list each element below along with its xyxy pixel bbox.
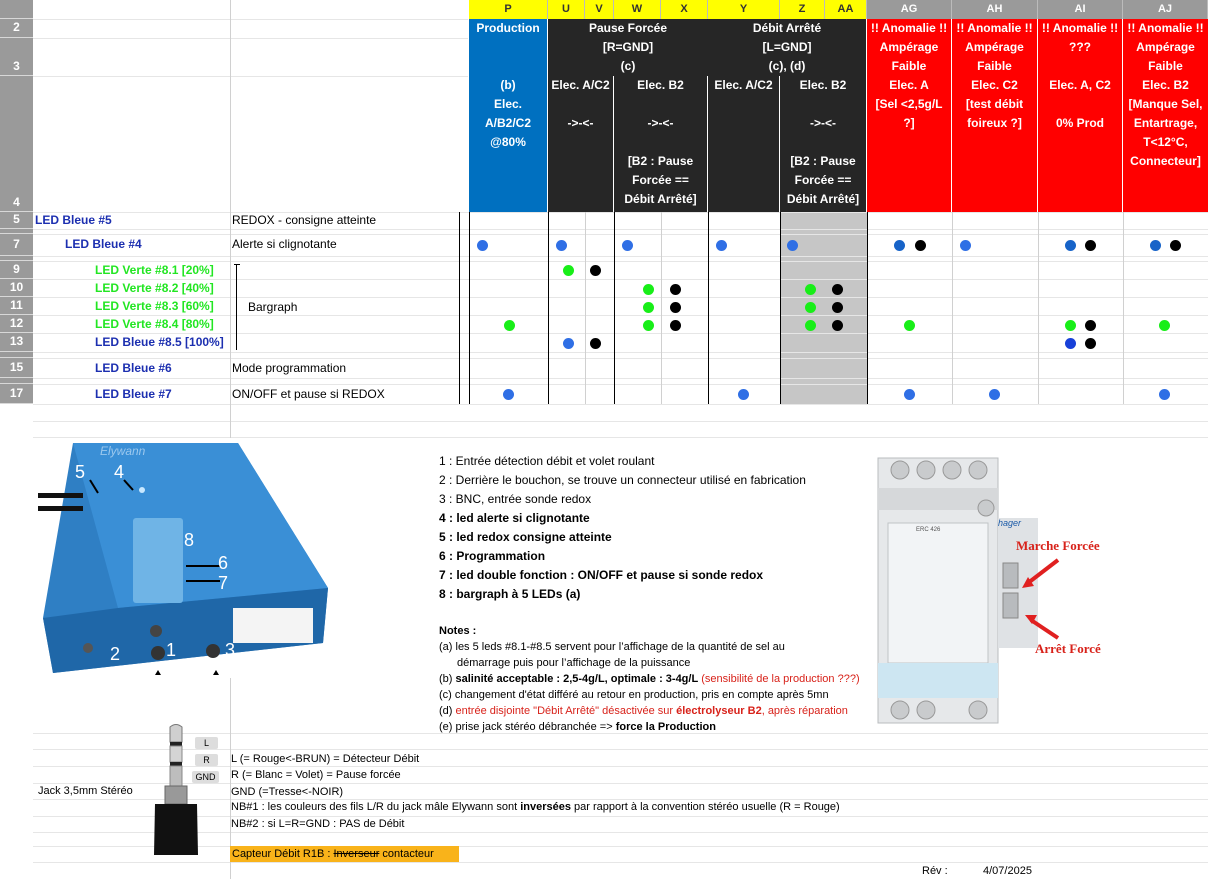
callout-6: 6: [218, 553, 229, 573]
status-dot: [989, 389, 1000, 400]
jack-tag-r: R: [195, 754, 218, 766]
jack-tag-gnd: GND: [192, 771, 219, 783]
status-dot: [904, 320, 915, 331]
status-dot: [805, 320, 816, 331]
gridline: [33, 212, 1208, 213]
note-b: (b) salinité acceptable : 2,5-4g/L, optimale : 3-4g/L (sensibilité de la production ???): [439, 673, 860, 685]
gridline: [1038, 212, 1039, 404]
col-header-AI[interactable]: AI: [1038, 0, 1123, 19]
status-dot: [1065, 338, 1076, 349]
jack-title: Jack 3,5mm Stéréo: [38, 785, 133, 797]
row-header-7[interactable]: 7: [0, 234, 33, 256]
led-desc-6: Mode programmation: [232, 361, 347, 375]
gridline: [33, 234, 1208, 235]
legend-item-2: 2 : Derrière le bouchon, se trouve un connecteur utilisé en fabrication: [439, 473, 806, 487]
note-e: (e) prise jack stéréo débranchée => force la Production: [439, 721, 716, 733]
led-label-8-2: LED Verte #8.2 [40%]: [95, 281, 214, 295]
bracket-tick: [234, 264, 240, 265]
status-dot: [643, 320, 654, 331]
gridline: [33, 297, 1208, 298]
bargraph-bracket: [236, 264, 241, 350]
jack-gnd-desc: GND (=Tresse<-NOIR): [231, 786, 344, 798]
capteur-cell[interactable]: Capteur Débit R1B : Inverseur contacteur: [230, 846, 459, 862]
gridline: [661, 212, 662, 404]
status-dot: [960, 240, 971, 251]
row-header-corner: [0, 0, 33, 19]
header-debit-b2: Elec. B2 ->-<- [B2 : Pause Forcée == Débit Arrêté]: [780, 76, 867, 212]
status-dot: [622, 240, 633, 251]
status-dot: [1159, 389, 1170, 400]
contactor-brand: hager: [998, 518, 1022, 528]
status-dot: [670, 302, 681, 313]
border-line: [780, 212, 781, 404]
status-dot: [805, 302, 816, 313]
gridline: [33, 352, 1208, 353]
status-dot: [1085, 240, 1096, 251]
status-dot: [643, 284, 654, 295]
callout-4: 4: [114, 462, 125, 482]
gridline: [33, 862, 1208, 863]
row-header-2[interactable]: 2: [0, 19, 33, 38]
led-label-7: LED Bleue #7: [95, 387, 172, 401]
gridline: [33, 256, 1208, 257]
contactor-drawing: [868, 448, 1128, 728]
status-dot: [832, 302, 843, 313]
status-dot: [1159, 320, 1170, 331]
header-anomalie-ag: !! Anomalie !! Ampérage Faible Elec. A [Sel <2,5g/L ?]: [867, 19, 952, 212]
legend-item-5: 5 : led redox consigne atteinte: [439, 530, 612, 544]
status-dot: [556, 240, 567, 251]
col-header-AH[interactable]: AH: [952, 0, 1038, 19]
led-desc-4: Alerte si clignotante: [232, 237, 337, 251]
revision-label: Rév :: [922, 865, 948, 877]
legend-item-6: 6 : Programmation: [439, 549, 546, 563]
col-header-W[interactable]: W: [614, 0, 661, 19]
status-dot: [1150, 240, 1161, 251]
jack-nb1: NB#1 : les couleurs des fils L/R du jack mâle Elywann sont inversées par rapport à la convention stéréo usuelle (R = Rouge): [231, 801, 840, 813]
col-header-AA[interactable]: AA: [825, 0, 867, 19]
led-desc-7: ON/OFF et pause si REDOX: [232, 387, 385, 401]
status-dot: [504, 320, 515, 331]
col-header-V[interactable]: V: [585, 0, 614, 19]
note-a-line1: (a) les 5 leds #8.1-#8.5 servent pour l’affichage de la quantité de sel au: [439, 641, 785, 653]
border-line: [548, 212, 549, 404]
gridline: [33, 378, 1208, 379]
border-line: [708, 212, 709, 404]
bargraph-desc: Bargraph: [248, 300, 298, 314]
col-header-P[interactable]: P: [469, 0, 548, 19]
gridline: [33, 421, 1208, 422]
col-header-X[interactable]: X: [661, 0, 708, 19]
gridline: [33, 384, 1208, 385]
legend-item-1: 1 : Entrée détection débit et volet roulant: [439, 454, 655, 468]
callout-5: 5: [75, 462, 86, 482]
callout-1: 1: [166, 640, 177, 660]
status-dot: [563, 338, 574, 349]
status-dot: [832, 284, 843, 295]
col-header-Z[interactable]: Z: [780, 0, 825, 19]
contactor-image: [868, 448, 1128, 728]
status-dot: [477, 240, 488, 251]
gridline: [33, 19, 468, 20]
header-anomalie-ah: !! Anomalie !! Ampérage Faible Elec. C2 [test débit foireux ?]: [952, 19, 1038, 212]
border-line: [459, 212, 460, 404]
header-pause-ac2: Elec. A/C2 ->-<-: [548, 76, 614, 212]
led-label-5: LED Bleue #5: [35, 213, 112, 227]
header-debit-arrete: Débit Arrêté [L=GND] (c), (d): [708, 19, 867, 76]
status-dot: [1085, 338, 1096, 349]
header-pause-forcee: Pause Forcée [R=GND] (c): [548, 19, 708, 76]
status-dot: [716, 240, 727, 251]
led-label-8-1: LED Verte #8.1 [20%]: [95, 263, 214, 277]
legend-item-3: 3 : BNC, entrée sonde redox: [439, 492, 592, 506]
gridline: [33, 358, 1208, 359]
status-dot: [670, 284, 681, 295]
row-header-9[interactable]: 9: [0, 261, 33, 279]
row-header-13[interactable]: 13: [0, 333, 33, 352]
status-dot: [1170, 240, 1181, 251]
marche-forcee-label: Marche Forcée: [1016, 538, 1100, 553]
status-dot: [915, 240, 926, 251]
status-dot: [643, 302, 654, 313]
led-label-8-5: LED Bleue #8.5 [100%]: [95, 335, 224, 349]
status-dot: [805, 284, 816, 295]
led-label-8-3: LED Verte #8.3 [60%]: [95, 299, 214, 313]
gridline: [585, 212, 586, 404]
col-header-U[interactable]: U: [548, 0, 585, 19]
jack-l-desc: L (= Rouge<-BRUN) = Détecteur Débit: [231, 753, 420, 765]
notes-title: Notes :: [439, 625, 477, 637]
border-line: [614, 212, 615, 404]
legend-item-8: 8 : bargraph à 5 LEDs (a): [439, 587, 581, 601]
contactor-model: ERC 426: [916, 527, 941, 533]
status-dot: [503, 389, 514, 400]
border-line: [469, 212, 470, 404]
note-d: (d) entrée disjointe "Débit Arrêté" désactivée sur électrolyseur B2, après réparation: [439, 705, 848, 717]
header-anomalie-aj: !! Anomalie !! Ampérage Faible Elec. B2 [Manque Sel, Entartrage, T<12°C, Connecteur]: [1123, 19, 1208, 212]
row-header-10[interactable]: 10: [0, 279, 33, 297]
status-dot: [670, 320, 681, 331]
led-label-8-4: LED Verte #8.4 [80%]: [95, 317, 214, 331]
status-dot: [832, 320, 843, 331]
row-header-11[interactable]: 11: [0, 297, 33, 315]
gridline: [33, 333, 1208, 334]
legend-item-4: 4 : led alerte si clignotante: [439, 511, 590, 525]
device-brand: Elywann: [100, 444, 146, 458]
callout-3: 3: [225, 640, 236, 660]
led-label-4: LED Bleue #4: [65, 237, 142, 251]
header-anomalie-ai: !! Anomalie !! ??? Elec. A, C2 0% Prod: [1038, 19, 1123, 212]
row-header-17[interactable]: 17: [0, 384, 33, 404]
arret-force-label: Arrêt Forcé: [1035, 641, 1101, 656]
revision-date: 4/07/2025: [983, 865, 1032, 877]
jack-nb2: NB#2 : si L=R=GND : PAS de Débit: [231, 818, 405, 830]
gridline: [33, 261, 1208, 262]
header-debit-ac2: Elec. A/C2: [708, 76, 780, 212]
row-header-12[interactable]: 12: [0, 315, 33, 333]
status-dot: [563, 265, 574, 276]
status-dot: [590, 265, 601, 276]
jack-r-desc: R (= Blanc = Volet) = Pause forcée: [231, 769, 401, 781]
row-header-4[interactable]: 4: [0, 76, 33, 212]
note-a-line2: démarrage puis pour l’affichage de la puissance: [457, 657, 691, 669]
note-c: (c) changement d'état différé au retour en production, pris en compte après 5mn: [439, 689, 829, 701]
gridline: [1123, 212, 1124, 404]
legend-item-7: 7 : led double fonction : ON/OFF et pause si sonde redox: [439, 568, 764, 582]
callout-8: 8: [184, 530, 195, 550]
status-dot: [904, 389, 915, 400]
status-dot: [590, 338, 601, 349]
row-header-3[interactable]: 3: [0, 38, 33, 76]
callout-7: 7: [218, 573, 229, 593]
gridline: [33, 279, 1208, 280]
row-header-15[interactable]: 15: [0, 358, 33, 378]
jack-diagram: [140, 722, 220, 855]
device-image: [38, 438, 338, 678]
header-pause-b2: Elec. B2 ->-<- [B2 : Pause Forcée == Débit Arrêté]: [614, 76, 708, 212]
status-dot: [1065, 320, 1076, 331]
gridline: [33, 76, 468, 77]
header-production: Production (b) Elec. A/B2/C2 @80%: [469, 19, 548, 212]
col-header-AJ[interactable]: AJ: [1123, 0, 1208, 19]
led-label-6: LED Bleue #6: [95, 361, 172, 375]
col-header-Y[interactable]: Y: [708, 0, 780, 19]
col-header-AG[interactable]: AG: [867, 0, 952, 19]
border-line: [867, 212, 868, 404]
row-header-5[interactable]: 5: [0, 212, 33, 229]
status-dot: [1065, 240, 1076, 251]
gridline: [952, 212, 953, 404]
gridline: [33, 38, 468, 39]
jack-tag-l: L: [195, 737, 218, 749]
status-dot: [787, 240, 798, 251]
gridline: [33, 229, 1208, 230]
callout-2: 2: [110, 644, 121, 664]
led-desc-5: REDOX - consigne atteinte: [232, 213, 377, 227]
status-dot: [1085, 320, 1096, 331]
gridline: [33, 315, 1208, 316]
status-dot: [894, 240, 905, 251]
status-dot: [738, 389, 749, 400]
gridline: [33, 404, 1208, 405]
